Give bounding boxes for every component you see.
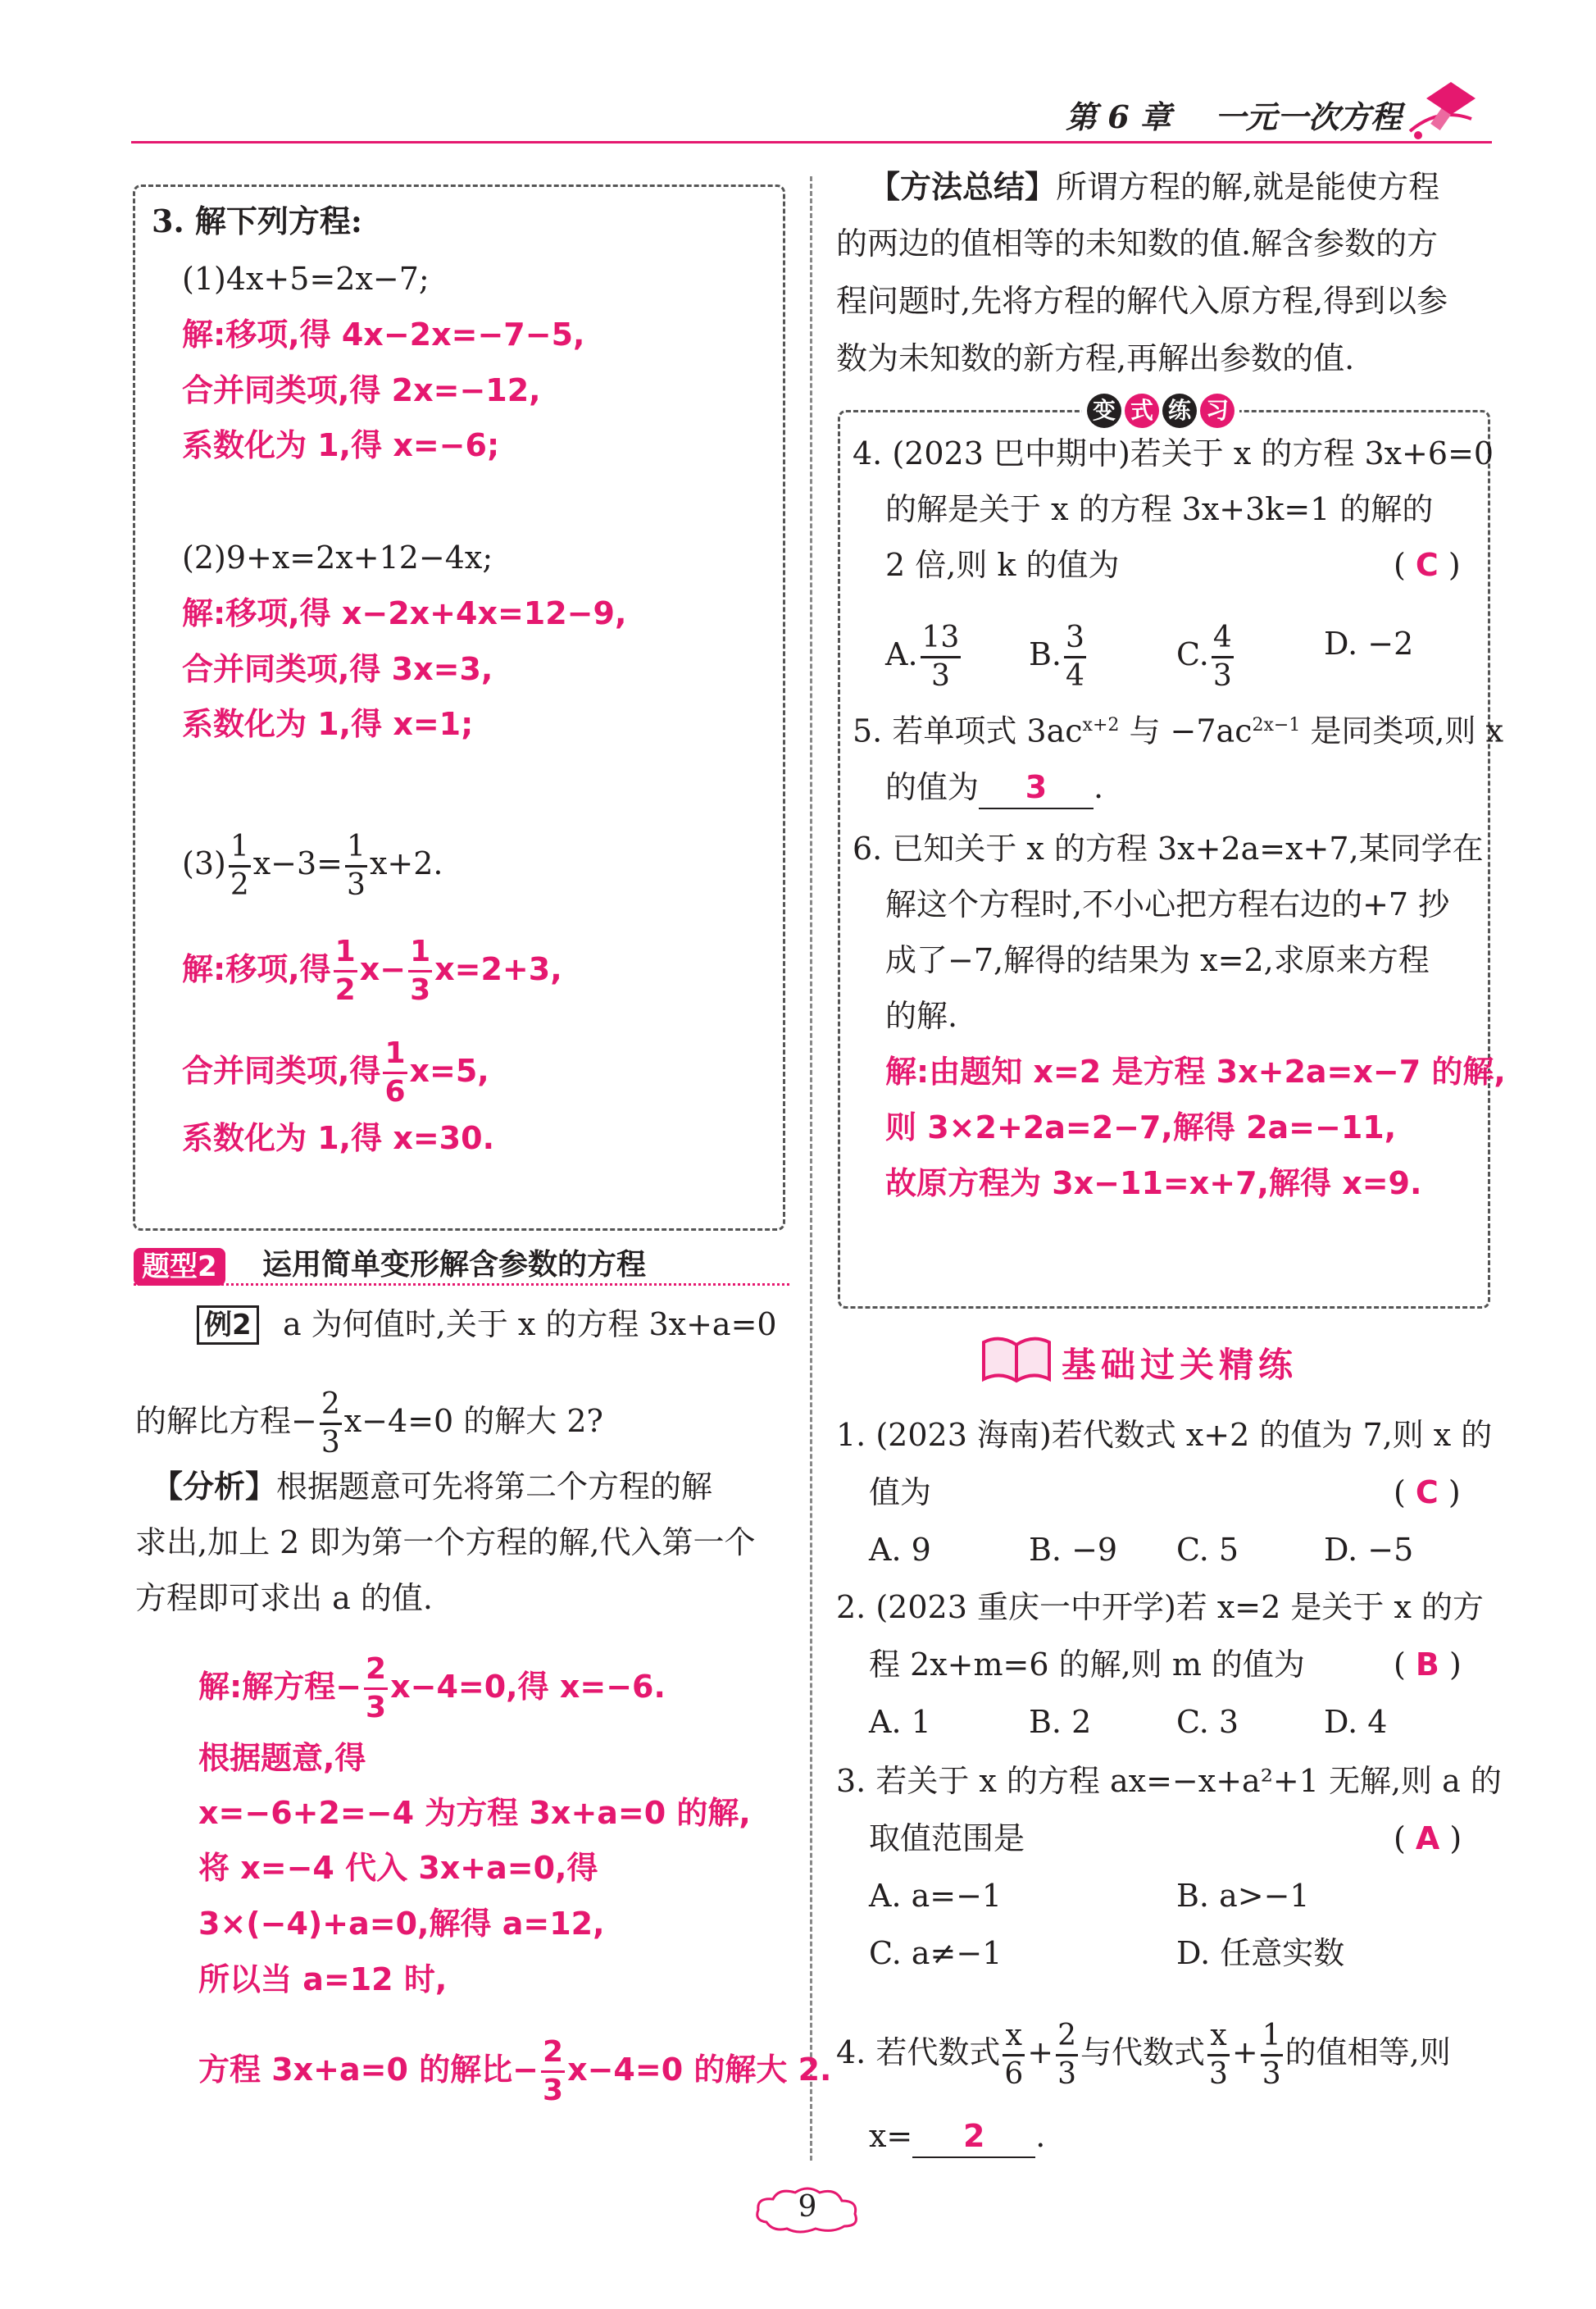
vq6-line4: 的解. xyxy=(885,998,958,1034)
vq5-line2: 的值为 3 . xyxy=(885,767,1103,809)
vq4-option-d: D. −2 xyxy=(1324,626,1414,662)
solution-line3: x=−6+2=−4 为方程 3x+a=0 的解, xyxy=(198,1795,751,1831)
bq3-option-b: B. a>−1 xyxy=(1176,1878,1310,1914)
vq6-line3: 成了−7,解得的结果为 x=2,求原来方程 xyxy=(885,942,1430,978)
bq1-answer: ( C ) xyxy=(1394,1474,1461,1510)
vq5-line1: 5. 若单项式 $3ac^{x+2}$ 与 $-7ac^{2x-1}$ 是同类项,则 x xyxy=(853,713,1504,749)
method-line1: 【方法总结】所谓方程的解,就是能使方程 xyxy=(869,168,1440,205)
bq2-line2: 程 2x+m=6 的解,则 m 的值为 xyxy=(869,1646,1305,1683)
bq4-line1: 4. 若代数式 $\frac{x}{6}$ + $\frac{2}{3}$ 与代数式 $\frac{x}{3}$ + $\frac{1}{3}$ 的值相等,则 xyxy=(836,2019,1451,2091)
vq6-line1: 6. 已知关于 x 的方程 3x+2a=x+7,某同学在 xyxy=(853,831,1484,867)
solution-line6: 所以当 a=12 时, xyxy=(198,1961,448,1997)
method-line4: 数为未知数的新方程,再解出参数的值. xyxy=(836,340,1355,376)
bq3-line1: 3. 若关于 x 的方程 ax=−x+a²+1 无解,则 a 的 xyxy=(836,1763,1502,1799)
solution-line7: 方程 3x+a=0 的解比− $\frac{2}{3}$ x−4=0 的解大 2. xyxy=(198,2035,832,2107)
vq4-line1: 4. (2023 巴中期中)若关于 x 的方程 3x+6=0 xyxy=(853,435,1494,471)
bq4-line2: x= 2 . xyxy=(869,2115,1045,2158)
type2-badge: 题型2 xyxy=(134,1248,225,1286)
bq1-option-a: A. 9 xyxy=(869,1532,931,1568)
vq6-sol-line1: 解:由题知 x=2 是方程 3x+2a=x−7 的解, xyxy=(885,1054,1506,1090)
vq4-option-c: C. $\frac{4}{3}$ xyxy=(1176,621,1232,693)
bq3-option-d: D. 任意实数 xyxy=(1176,1935,1345,1971)
vq6-line2: 解这个方程时,不小心把方程右边的+7 抄 xyxy=(885,886,1450,922)
q3-s2-line1: 解:移项,得 x−2x+4x=12−9, xyxy=(182,595,627,631)
bq1-line1: 1. (2023 海南)若代数式 x+2 的值为 7,则 x 的 xyxy=(836,1417,1493,1453)
bq3-option-a: A. a=−1 xyxy=(869,1878,1003,1914)
q3-part1: (1)4x+5=2x−7; xyxy=(182,261,430,297)
method-line2: 的两边的值相等的未知数的值.解含参数的方 xyxy=(836,225,1439,262)
vq4-line2: 的解是关于 x 的方程 3x+3k=1 的解的 xyxy=(885,491,1434,527)
bq1-option-b: B. −9 xyxy=(1029,1532,1118,1568)
vq5-answer-blank: 3 xyxy=(979,767,1094,809)
bq1-option-c: C. 5 xyxy=(1176,1532,1239,1568)
q3-stem: 3. 解下列方程: xyxy=(152,203,362,239)
q3-s3-line1: 解:移项,得 $\frac{1}{2}$ x− $\frac{1}{3}$ x=2+3, xyxy=(182,935,562,1007)
q3-s2-line3: 系数化为 1,得 x=1; xyxy=(182,706,474,742)
example-line1: a 为何值时,关于 x 的方程 3x+a=0 xyxy=(283,1306,777,1342)
q3-s2-line2: 合并同类项,得 3x=3, xyxy=(182,651,493,687)
variant-title: 变 式 练 习 xyxy=(1082,394,1239,428)
vq6-sol-line3: 故原方程为 3x−11=x+7,解得 x=9. xyxy=(885,1165,1422,1201)
page-number: 9 xyxy=(798,2190,817,2224)
vq4-line3: 2 倍,则 k 的值为 xyxy=(885,547,1120,583)
bq3-option-c: C. a≠−1 xyxy=(869,1935,1003,1971)
q3-s3-line3: 系数化为 1,得 x=30. xyxy=(182,1120,495,1156)
analysis-line3: 方程即可求出 a 的值. xyxy=(135,1580,433,1616)
vq4-answer: ( C ) xyxy=(1394,547,1461,583)
pencil-book-icon xyxy=(1394,74,1484,148)
solution-line1: 解:解方程− $\frac{2}{3}$ x−4=0,得 x=−6. xyxy=(198,1652,666,1724)
q3-s1-line1: 解:移项,得 4x−2x=−7−5, xyxy=(182,317,585,353)
q3-s3-line2: 合并同类项,得 $\frac{1}{6}$ x=5, xyxy=(182,1036,489,1109)
header-rule xyxy=(131,141,1492,143)
analysis-line2: 求出,加上 2 即为第一个方程的解,代入第一个 xyxy=(135,1524,756,1560)
header-title: 第 6 章 一元一次方程 xyxy=(1066,98,1402,135)
bq1-option-d: D. −5 xyxy=(1324,1532,1414,1568)
bq2-answer: ( B ) xyxy=(1394,1646,1462,1683)
method-line3: 程问题时,先将方程的解代入原方程,得到以参 xyxy=(836,283,1448,319)
bq2-option-d: D. 4 xyxy=(1324,1704,1388,1740)
q3-part2: (2)9+x=2x+12−4x; xyxy=(182,540,493,576)
q3-part3: (3) $\frac{1}{2}$ x−3= $\frac{1}{3}$ x+2. xyxy=(182,830,443,902)
bq4-answer-blank: 2 xyxy=(912,2115,1035,2158)
open-book-icon xyxy=(980,1330,1053,1387)
vq6-sol-line2: 则 3×2+2a=2−7,解得 2a=−11, xyxy=(885,1109,1397,1145)
q3-s1-line3: 系数化为 1,得 x=−6; xyxy=(182,427,500,463)
bq2-option-a: A. 1 xyxy=(869,1704,931,1740)
basic-practice-title: 基础过关精练 xyxy=(1062,1345,1298,1385)
q3-s1-line2: 合并同类项,得 2x=−12, xyxy=(182,372,541,408)
bq3-line2: 取值范围是 xyxy=(869,1820,1025,1856)
bq2-option-b: B. 2 xyxy=(1029,1704,1092,1740)
vq4-option-a: A. $\frac{13}{3}$ xyxy=(885,621,960,693)
bq2-option-c: C. 3 xyxy=(1176,1704,1239,1740)
bq2-line1: 2. (2023 重庆一中开学)若 x=2 是关于 x 的方 xyxy=(836,1589,1484,1625)
analysis-line1: 【分析】根据题意可先将第二个方程的解 xyxy=(152,1468,713,1505)
example-label: 例2 xyxy=(197,1305,259,1345)
solution-line2: 根据题意,得 xyxy=(198,1740,366,1776)
column-divider xyxy=(810,176,812,2161)
example-line2: 的解比方程− $\frac{2}{3}$ x−4=0 的解大 2? xyxy=(135,1387,603,1460)
type2-title: 运用简单变形解含参数的方程 xyxy=(262,1248,647,1282)
solution-line5: 3×(−4)+a=0,解得 a=12, xyxy=(198,1906,605,1942)
bq3-answer: ( A ) xyxy=(1394,1820,1462,1856)
vq4-option-b: B. $\frac{3}{4}$ xyxy=(1029,621,1084,693)
type2-rule xyxy=(134,1283,789,1286)
solution-line4: 将 x=−4 代入 3x+a=0,得 xyxy=(198,1850,598,1886)
bq1-line2: 值为 xyxy=(869,1474,932,1510)
